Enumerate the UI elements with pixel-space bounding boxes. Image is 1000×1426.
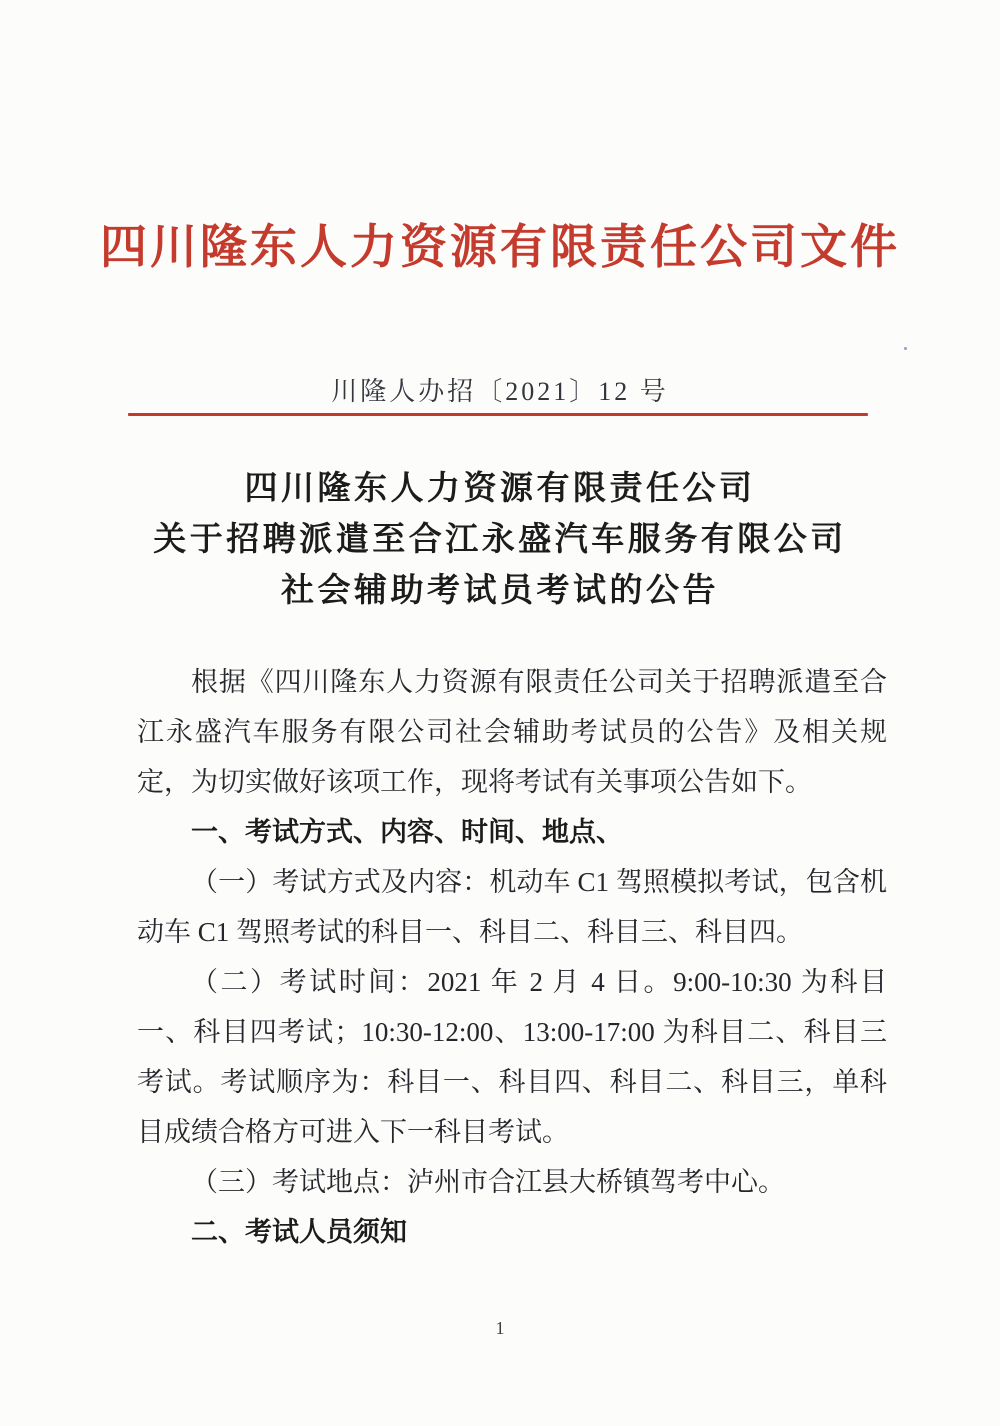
- document-title-line-1: 四川隆东人力资源有限责任公司: [244, 469, 756, 506]
- page-number: 1: [495, 1318, 505, 1338]
- doc-reference-number: 川隆人办招〔2021〕12 号: [331, 377, 669, 406]
- document-title: [60, 462, 940, 615]
- section-1-heading: 一、考试方式、内容、时间、地点、: [191, 817, 623, 847]
- section-2-heading: 二、考试人员须知: [191, 1217, 407, 1247]
- document-title-line-3: 社会辅助考试员考试的公告: [281, 571, 719, 608]
- scan-artifact-speck: [904, 347, 907, 350]
- document-title-line-2: 关于招聘派遣至合江永盛汽车服务有限公司: [153, 520, 847, 557]
- red-divider-line: [128, 413, 868, 416]
- exam-time-paragraph: （二）考试时间：2021 年 2 月 4 日。9:00-10:30 为科目一、科目四考试；10:30-12:00、13:00-17:00 为科目二、科目三考试。考试顺序为：科目一、科目四、科目二、科目三，单科目成绩合格方可进入下一科目考试。: [137, 967, 887, 1147]
- document-body: [137, 657, 887, 1257]
- exam-method-paragraph: （一）考试方式及内容：机动车 C1 驾照模拟考试，包含机动车 C1 驾照考试的科目一、科目二、科目三、科目四。: [137, 867, 887, 947]
- exam-location-paragraph: （三）考试地点：泸州市合江县大桥镇驾考中心。: [191, 1167, 785, 1197]
- letterhead-title: 四川隆东人力资源有限责任公司文件: [100, 222, 900, 274]
- intro-paragraph: 根据《四川隆东人力资源有限责任公司关于招聘派遣至合江永盛汽车服务有限公司社会辅助考试员的公告》及相关规定，为切实做好该项工作，现将考试有关事项公告如下。: [137, 667, 887, 797]
